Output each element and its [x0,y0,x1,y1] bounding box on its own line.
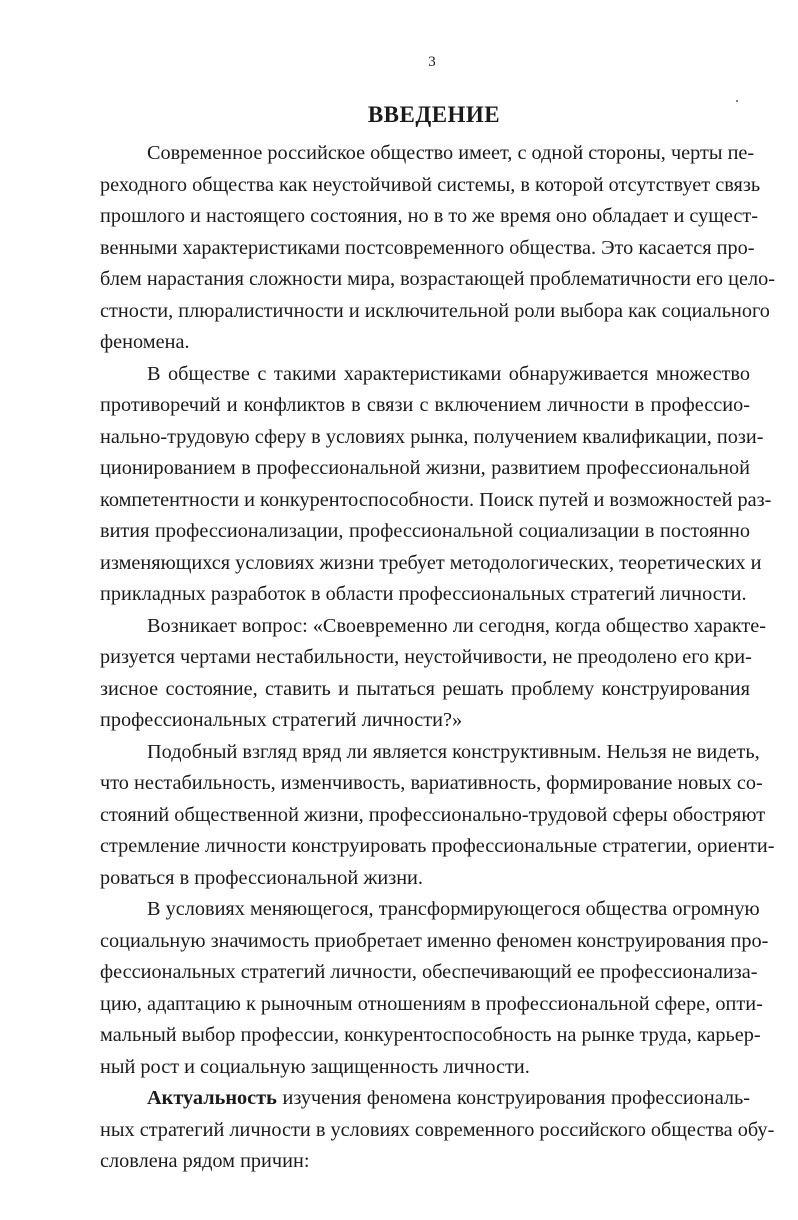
text-line: что нестабильность, изменчивость, вариативность, формирование новых со- [100,772,763,794]
text-line: вития профессионализации, профессиональной социализации в постоянно [100,520,750,542]
text-line: В условиях меняющегося, трансформирующегося общества огромную [147,898,760,920]
relevance-term: Актуальность [147,1087,277,1109]
paragraph-6 [100,1083,775,1178]
text-line: Возникает вопрос: «Своевременно ли сегодня, когда общество характе- [147,614,767,637]
paragraph-3 [100,611,767,737]
text-line: ный рост и социальную защищенность личности. [100,1055,530,1078]
paragraph-4 [100,737,775,895]
text-line: мальный выбор профессии, конкурентоспособность на рынке труда, карьер- [100,1024,761,1046]
text-line: противоречий и конфликтов в связи с включением личности в профессио- [100,394,750,416]
page-heading: ВВЕДЕНИЕ [367,102,501,127]
text-line: социальную значимость приобретает именно феномен конструирования про- [100,929,769,952]
text-line: роваться в профессиональной жизни. [100,866,423,889]
text-line: цию, адаптацию к рыночным отношениям в профессиональной сфере, опти- [100,992,763,1015]
text-line: фессиональных стратегий личности, обеспечивающий ее профессионализа- [100,961,758,983]
text-line: зисное состояние, ставить и пытаться решать проблему конструирования [100,677,750,700]
page-number: 3 [428,54,436,70]
text-line: стности, плюралистичности и исключительной роли выбора как социального [100,299,770,322]
text-line: стремление личности конструировать профессиональные стратегии, ориенти- [100,835,775,857]
text-line: стояний общественной жизни, профессионально-трудовой сферы обостряют [100,803,766,826]
text-line: ционированием в профессиональной жизни, развитием профессиональной [100,457,750,479]
text-line: венными характеристиками постсовременного общества. Это касается про- [100,236,755,259]
text-line: блем нарастания сложности мира, возрастающей проблематичности его цело- [100,268,775,290]
text-line: прикладных разработок в области профессиональных стратегий личности. [100,583,747,605]
text-line: словлена рядом причин: [100,1150,310,1172]
text-line: изменяющихся условиях жизни требует методологических, теоретических и [100,551,762,574]
text-line: профессиональных стратегий личности?» [100,709,463,731]
text-line: нально-трудовую сферу в условиях рынка, получением квалификации, пози- [100,425,764,448]
text-line: Современное российское общество имеет, с одной стороны, черты пе- [147,142,755,164]
text-line: реходного общества как неустойчивой системы, в которой отсутствует связь [100,173,761,196]
text-line: феномена. [100,331,190,353]
text-line: прошлого и настоящего состояния, но в то же время оно обладает и сущест- [100,205,759,227]
paragraph-5 [100,894,769,1083]
text-line: ных стратегий личности в условиях современного российского общества обу- [100,1118,775,1141]
paragraph-1 [100,138,775,359]
text-line: В обществе с такими характеристиками обнаруживается множество [147,362,750,385]
text-line [100,1083,750,1115]
text-line: компетентности и конкурентоспособности. Поиск путей и возможностей раз- [100,488,772,511]
paragraph-2 [100,359,772,611]
text-line: ризуется чертами нестабильности, неустойчивости, не преодолено его кри- [100,646,752,668]
body-text [100,138,775,1178]
text-line: Подобный взгляд вряд ли является конструктивным. Нельзя не видеть, [147,740,760,763]
text-run: изучения феномена конструирования профессиональ- [276,1087,750,1109]
